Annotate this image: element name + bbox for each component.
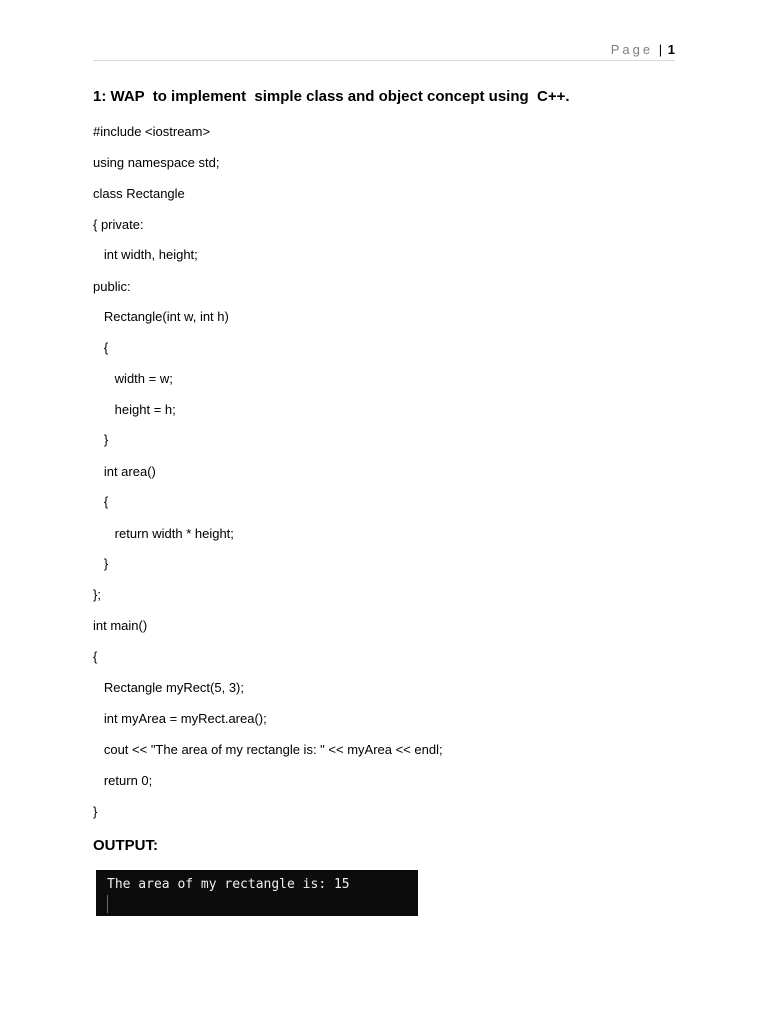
- code-line: {: [93, 340, 109, 355]
- code-line: using namespace std;: [93, 155, 220, 170]
- code-line: public:: [93, 279, 131, 294]
- code-line: {: [93, 494, 109, 509]
- code-line: class Rectangle: [93, 186, 185, 201]
- code-line: Rectangle myRect(5, 3);: [93, 680, 244, 695]
- code-line: cout << "The area of my rectangle is: " << myArea << endl;: [93, 742, 443, 757]
- code-line: return width * height;: [93, 526, 234, 541]
- code-line: { private:: [93, 217, 144, 232]
- code-line: int area(): [93, 464, 156, 479]
- code-line: }: [93, 556, 109, 571]
- page-separator: |: [658, 42, 663, 57]
- code-line: #include <iostream>: [93, 124, 211, 139]
- page-header: [93, 42, 675, 61]
- code-line: }: [93, 432, 109, 447]
- code-line: return 0;: [93, 773, 153, 788]
- code-line: int myArea = myRect.area();: [93, 711, 267, 726]
- code-line: };: [93, 587, 101, 602]
- console-text: The area of my rectangle is: 15: [107, 877, 350, 892]
- code-line: width = w;: [93, 371, 173, 386]
- page-number: 1: [667, 42, 675, 57]
- code-line: height = h;: [93, 402, 176, 417]
- output-title: OUTPUT:: [93, 837, 158, 854]
- console-cursor: [107, 895, 108, 913]
- code-line: Rectangle(int w, int h): [93, 309, 229, 324]
- question-heading: 1: WAP to implement simple class and object concept using C++.: [93, 88, 570, 105]
- console-output-screenshot: [93, 870, 418, 916]
- code-line: }: [93, 804, 98, 819]
- page-label: Page: [610, 42, 654, 57]
- code-line: int main(): [93, 618, 148, 633]
- code-line: {: [93, 649, 98, 664]
- code-line: int width, height;: [93, 247, 198, 262]
